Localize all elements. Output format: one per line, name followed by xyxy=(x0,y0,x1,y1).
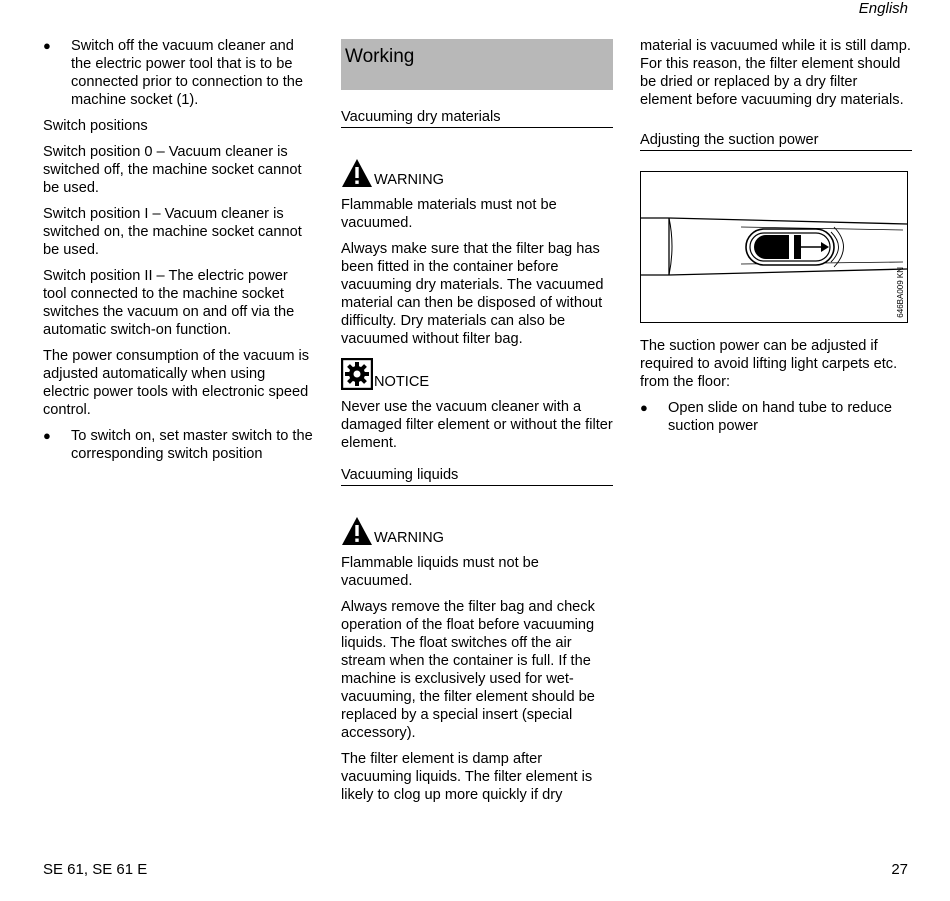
dry-materials-text: Always make sure that the filter bag has been fitted in the container before vacuuming dry materials. The vacuumed material can then be disposed of without difficulty. Dry materials can also be vacuumed without filter bag. xyxy=(341,241,604,347)
hand-tube-illustration-icon xyxy=(641,172,907,322)
damp-filter-text: The filter element is damp after vacuuming liquids. The filter element is likely to clog up more quickly if dry xyxy=(341,751,593,803)
continued-text: material is vacuumed while it is still damp. For this reason, the filter element should be dried or replaced by a dry filter element before vacuuming dry materials. xyxy=(640,38,911,108)
warning-triangle-icon xyxy=(341,158,373,188)
warning-block xyxy=(341,154,613,188)
bullet-icon: ● xyxy=(43,38,51,53)
switch-position-0-text: Switch position 0 – Vacuum cleaner is switched off, the machine socket cannot be used. xyxy=(43,144,302,196)
notice-text: Never use the vacuum cleaner with a damaged filter element or without the filter element. xyxy=(341,399,613,451)
list-item xyxy=(43,37,315,109)
footer-model: SE 61, SE 61 E xyxy=(43,861,148,878)
warning-text: Flammable materials must not be vacuumed. xyxy=(341,197,557,231)
language-label: English xyxy=(858,0,908,17)
column-middle xyxy=(341,37,613,812)
suction-slide-figure xyxy=(640,171,908,323)
column-left xyxy=(43,37,315,471)
bullet-icon: ● xyxy=(43,428,51,443)
gear-notice-icon xyxy=(341,358,373,390)
column-right xyxy=(640,37,912,443)
switch-positions-heading: Switch positions xyxy=(43,118,148,134)
warning-label: WARNING xyxy=(374,530,444,546)
bullet-text: Open slide on hand tube to reduce suction power xyxy=(668,400,892,434)
suction-power-heading: Adjusting the suction power xyxy=(640,131,912,151)
warning-block xyxy=(341,512,613,546)
figure-code: 646BA009 KN xyxy=(896,267,905,318)
switch-position-1-text: Switch position I – Vacuum cleaner is switched on, the machine socket cannot be used. xyxy=(43,206,302,258)
suction-power-text: The suction power can be adjusted if required to avoid lifting light carpets etc. from the floor: xyxy=(640,338,898,390)
warning-triangle-icon xyxy=(341,516,373,546)
liquids-text: Always remove the filter bag and check operation of the float before vacuuming liquids. The float switches off the air stream when the container is full. If the machine is exclusively used for wet-vacuuming, the filter element should be replaced by a special insert (special accessory). xyxy=(341,599,595,741)
bullet-icon: ● xyxy=(640,400,648,415)
dry-materials-heading: Vacuuming dry materials xyxy=(341,108,613,128)
bullet-text: To switch on, set master switch to the corresponding switch position xyxy=(71,428,313,462)
page-number: 27 xyxy=(891,861,908,878)
list-item xyxy=(43,427,315,463)
section-title: Working xyxy=(341,39,613,90)
list-item xyxy=(640,399,912,435)
notice-label: NOTICE xyxy=(374,374,430,390)
bullet-text: Switch off the vacuum cleaner and the electric power tool that is to be connected prior to connection to the machine socket (1). xyxy=(71,38,304,108)
warning-label: WARNING xyxy=(374,172,444,188)
notice-block xyxy=(341,356,613,390)
switch-position-2-text: Switch position II – The electric power tool connected to the machine socket switches the vacuum on and off via the automatic switch-on function. xyxy=(43,268,295,338)
liquids-heading: Vacuuming liquids xyxy=(341,466,613,486)
warning-text: Flammable liquids must not be vacuumed. xyxy=(341,555,539,589)
power-consumption-text: The power consumption of the vacuum is adjusted automatically when using electric power tools with electronic speed control. xyxy=(43,348,310,418)
